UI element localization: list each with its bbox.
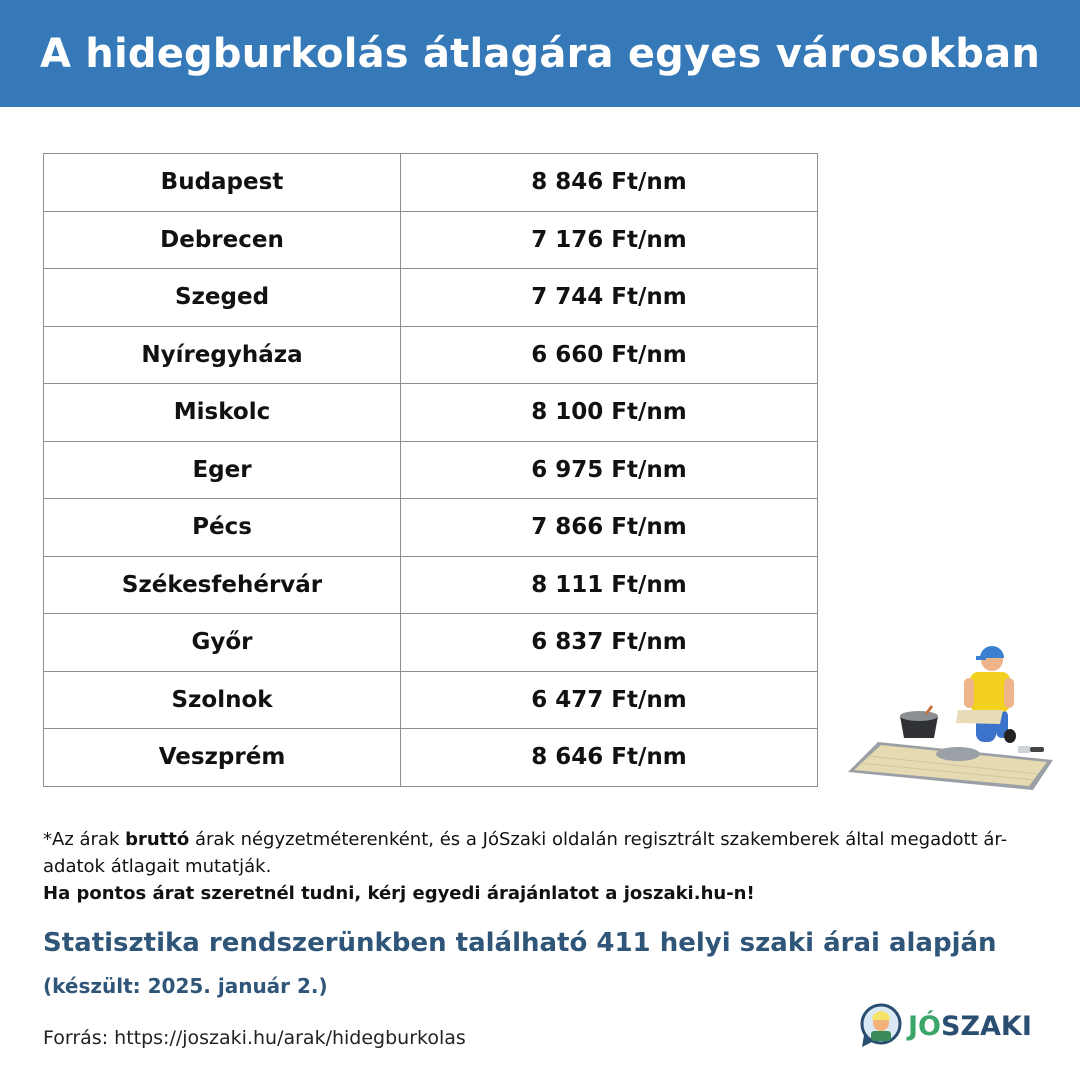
table-row xyxy=(44,671,818,729)
price-cell: 8 646 Ft/nm xyxy=(401,729,818,787)
call-to-action: Ha pontos árat szeretnél tudni, kérj egyedi árajánlatot a joszaki.hu-n! xyxy=(43,883,755,904)
joszaki-mascot-icon xyxy=(860,1003,902,1049)
city-cell: Miskolc xyxy=(44,384,401,442)
city-cell: Szolnok xyxy=(44,671,401,729)
disclaimer-note xyxy=(43,826,1033,907)
note-bold-word: bruttó xyxy=(125,829,190,850)
city-cell: Nyíregyháza xyxy=(44,326,401,384)
price-cell: 6 837 Ft/nm xyxy=(401,614,818,672)
created-date: (készült: 2025. január 2.) xyxy=(43,974,328,998)
statistics-line: Statisztika rendszerünkben található 411 helyi szaki árai alapján xyxy=(43,928,997,958)
city-cell: Budapest xyxy=(44,154,401,212)
city-cell: Pécs xyxy=(44,499,401,557)
logo-szaki: SZAKI xyxy=(941,1010,1032,1042)
note-prefix: *Az árak xyxy=(43,829,126,850)
price-cell: 8 846 Ft/nm xyxy=(401,154,818,212)
tile-worker-icon xyxy=(838,632,1060,792)
city-cell: Debrecen xyxy=(44,211,401,269)
table-row xyxy=(44,326,818,384)
table-row xyxy=(44,154,818,212)
city-cell: Székesfehérvár xyxy=(44,556,401,614)
price-table xyxy=(43,153,818,787)
header-banner xyxy=(0,0,1080,107)
logo-wordmark xyxy=(908,1011,1032,1042)
logo-jo: JÓ xyxy=(908,1010,941,1042)
price-cell: 8 100 Ft/nm xyxy=(401,384,818,442)
price-cell: 7 176 Ft/nm xyxy=(401,211,818,269)
price-cell: 6 660 Ft/nm xyxy=(401,326,818,384)
source-link[interactable]: Forrás: https://joszaki.hu/arak/hidegburkolas xyxy=(43,1027,466,1049)
price-cell: 7 866 Ft/nm xyxy=(401,499,818,557)
price-cell: 6 477 Ft/nm xyxy=(401,671,818,729)
table-row xyxy=(44,729,818,787)
note-rest: árak négyzetméterenként, és a JóSzaki oldalán regisztrált szakemberek által megadott ár-adatok átlagait mutatják. xyxy=(43,829,1008,877)
city-cell: Eger xyxy=(44,441,401,499)
table-row xyxy=(44,499,818,557)
city-cell: Szeged xyxy=(44,269,401,327)
price-cell: 8 111 Ft/nm xyxy=(401,556,818,614)
city-cell: Győr xyxy=(44,614,401,672)
tile-worker-illustration xyxy=(838,632,1060,792)
table-row xyxy=(44,269,818,327)
price-cell: 7 744 Ft/nm xyxy=(401,269,818,327)
table-row xyxy=(44,614,818,672)
page-title: A hidegburkolás átlagára egyes városokban xyxy=(40,30,1040,77)
table-row xyxy=(44,211,818,269)
joszaki-logo xyxy=(860,1003,1032,1049)
price-cell: 6 975 Ft/nm xyxy=(401,441,818,499)
table-row xyxy=(44,441,818,499)
table-row xyxy=(44,556,818,614)
city-cell: Veszprém xyxy=(44,729,401,787)
table-row xyxy=(44,384,818,442)
